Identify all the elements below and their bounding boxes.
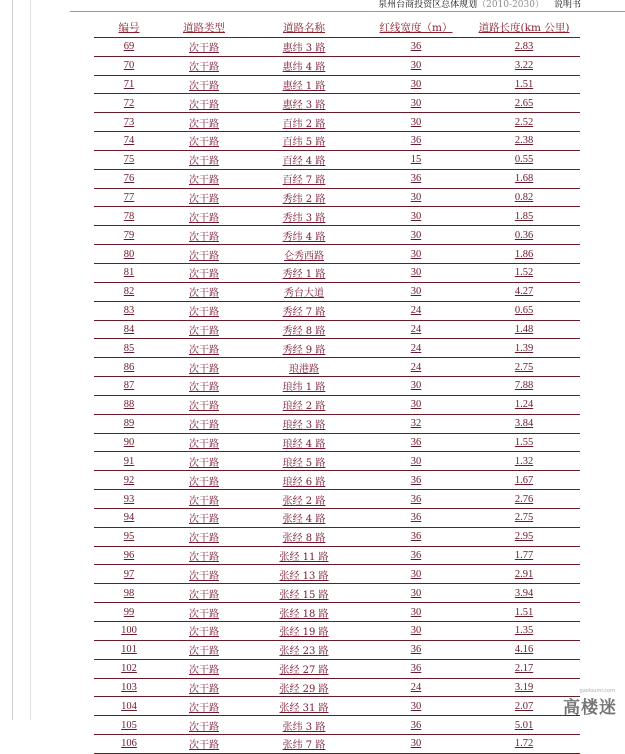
cell-road-name: 惠经 3 路: [244, 94, 364, 113]
cell-road-length: 2.38: [468, 132, 580, 151]
table-row: [94, 584, 580, 603]
cell-road-type: 次干路: [164, 584, 244, 603]
table-row: [94, 207, 580, 226]
cell-id: 100: [94, 622, 164, 641]
cell-road-type: 次干路: [164, 678, 244, 697]
table-row: [94, 358, 580, 377]
cell-id: 82: [94, 282, 164, 301]
cell-red-line-width: 24: [364, 358, 468, 377]
cell-id: 104: [94, 697, 164, 716]
cell-road-name: 百经 7 路: [244, 169, 364, 188]
table-row: [94, 490, 580, 509]
cell-id: 90: [94, 433, 164, 452]
cell-road-type: 次干路: [164, 56, 244, 75]
cell-road-type: 次干路: [164, 659, 244, 678]
cell-road-name: 秀台大道: [244, 282, 364, 301]
cell-red-line-width: 36: [364, 546, 468, 565]
table-body: [94, 37, 580, 753]
cell-id: 97: [94, 565, 164, 584]
road-table: [94, 19, 580, 754]
table-row: [94, 395, 580, 414]
cell-id: 89: [94, 414, 164, 433]
watermark-url: gaoloumi.com: [579, 688, 615, 694]
cell-id: 75: [94, 150, 164, 169]
cell-road-name: 百纬 2 路: [244, 113, 364, 132]
cell-road-type: 次干路: [164, 263, 244, 282]
column-header-width: 红线宽度（m）: [364, 19, 468, 37]
cell-road-name: 秀经 8 路: [244, 320, 364, 339]
cell-id: 95: [94, 527, 164, 546]
cell-road-length: 3.19: [468, 678, 580, 697]
cell-red-line-width: 36: [364, 490, 468, 509]
cell-road-length: 3.22: [468, 56, 580, 75]
cell-road-length: 2.75: [468, 508, 580, 527]
table-row: [94, 263, 580, 282]
column-header-id: 编号: [94, 19, 164, 37]
cell-road-name: 张经 2 路: [244, 490, 364, 509]
cell-road-type: 次干路: [164, 735, 244, 754]
cell-road-type: 次干路: [164, 282, 244, 301]
cell-id: 83: [94, 301, 164, 320]
running-header: [378, 0, 581, 11]
cell-road-type: 次干路: [164, 565, 244, 584]
cell-id: 101: [94, 640, 164, 659]
cell-red-line-width: 30: [364, 282, 468, 301]
cell-road-length: 0.55: [468, 150, 580, 169]
cell-road-name: 琅经 3 路: [244, 414, 364, 433]
column-header-length: 道路长度(km 公里): [468, 19, 580, 37]
cell-road-length: 1.51: [468, 603, 580, 622]
watermark-logo: [549, 688, 619, 718]
cell-road-length: 1.72: [468, 735, 580, 754]
cell-red-line-width: 30: [364, 188, 468, 207]
cell-id: 76: [94, 169, 164, 188]
cell-road-length: 1.68: [468, 169, 580, 188]
cell-road-length: 7.88: [468, 377, 580, 396]
cell-red-line-width: 30: [364, 377, 468, 396]
cell-road-length: 1.77: [468, 546, 580, 565]
table-row: [94, 678, 580, 697]
cell-red-line-width: 36: [364, 37, 468, 56]
cell-red-line-width: 30: [364, 56, 468, 75]
cell-road-length: 0.82: [468, 188, 580, 207]
header-rule: [70, 11, 625, 12]
table-row: [94, 565, 580, 584]
cell-road-length: 4.27: [468, 282, 580, 301]
cell-road-length: 1.85: [468, 207, 580, 226]
cell-road-length: 2.17: [468, 659, 580, 678]
table-header-row: [94, 19, 580, 37]
cell-road-length: 1.48: [468, 320, 580, 339]
margin-line: [12, 0, 13, 720]
cell-red-line-width: 30: [364, 226, 468, 245]
table-row: [94, 37, 580, 56]
table-row: [94, 339, 580, 358]
cell-road-name: 琅纬 1 路: [244, 377, 364, 396]
cell-road-type: 次干路: [164, 207, 244, 226]
cell-road-name: 琅港路: [244, 358, 364, 377]
cell-road-type: 次干路: [164, 508, 244, 527]
cell-id: 99: [94, 603, 164, 622]
cell-road-type: 次干路: [164, 113, 244, 132]
cell-red-line-width: 24: [364, 678, 468, 697]
cell-id: 80: [94, 245, 164, 264]
cell-road-name: 琅经 4 路: [244, 433, 364, 452]
cell-road-name: 秀纬 3 路: [244, 207, 364, 226]
cell-id: 78: [94, 207, 164, 226]
cell-red-line-width: 24: [364, 320, 468, 339]
table-row: [94, 659, 580, 678]
cell-red-line-width: 30: [364, 113, 468, 132]
cell-id: 73: [94, 113, 164, 132]
cell-red-line-width: 30: [364, 207, 468, 226]
cell-road-type: 次干路: [164, 188, 244, 207]
cell-road-length: 2.07: [468, 697, 580, 716]
cell-id: 105: [94, 716, 164, 735]
cell-red-line-width: 30: [364, 584, 468, 603]
cell-id: 98: [94, 584, 164, 603]
cell-road-name: 百经 4 路: [244, 150, 364, 169]
column-header-type: 道路类型: [164, 19, 244, 37]
cell-id: 85: [94, 339, 164, 358]
cell-road-name: 秀纬 2 路: [244, 188, 364, 207]
cell-id: 81: [94, 263, 164, 282]
cell-road-name: 张经 29 路: [244, 678, 364, 697]
cell-red-line-width: 36: [364, 659, 468, 678]
cell-road-type: 次干路: [164, 395, 244, 414]
cell-road-length: 2.76: [468, 490, 580, 509]
cell-road-type: 次干路: [164, 452, 244, 471]
cell-road-type: 次干路: [164, 697, 244, 716]
cell-road-length: 1.32: [468, 452, 580, 471]
table-row: [94, 697, 580, 716]
header-title: 泉州台商投资区总体规划: [378, 0, 478, 10]
table-row: [94, 622, 580, 641]
cell-id: 91: [94, 452, 164, 471]
cell-road-type: 次干路: [164, 377, 244, 396]
cell-red-line-width: 24: [364, 301, 468, 320]
cell-road-length: 1.24: [468, 395, 580, 414]
cell-red-line-width: 36: [364, 169, 468, 188]
cell-road-length: 2.65: [468, 94, 580, 113]
margin-line-inner: [30, 0, 31, 720]
cell-red-line-width: 30: [364, 697, 468, 716]
cell-id: 93: [94, 490, 164, 509]
cell-road-name: 秀经 7 路: [244, 301, 364, 320]
cell-road-type: 次干路: [164, 245, 244, 264]
cell-road-length: 2.75: [468, 358, 580, 377]
cell-id: 103: [94, 678, 164, 697]
table-row: [94, 414, 580, 433]
watermark-text: 高楼迷: [563, 698, 617, 718]
table-row: [94, 735, 580, 754]
cell-road-length: 2.83: [468, 37, 580, 56]
cell-id: 96: [94, 546, 164, 565]
cell-red-line-width: 30: [364, 94, 468, 113]
cell-id: 102: [94, 659, 164, 678]
cell-road-name: 张经 23 路: [244, 640, 364, 659]
cell-road-length: 1.35: [468, 622, 580, 641]
cell-red-line-width: 36: [364, 471, 468, 490]
cell-road-type: 次干路: [164, 716, 244, 735]
cell-red-line-width: 36: [364, 508, 468, 527]
cell-red-line-width: 36: [364, 716, 468, 735]
cell-road-name: 张经 15 路: [244, 584, 364, 603]
cell-red-line-width: 30: [364, 452, 468, 471]
cell-red-line-width: 30: [364, 263, 468, 282]
cell-road-type: 次干路: [164, 471, 244, 490]
cell-road-length: 3.84: [468, 414, 580, 433]
cell-road-name: 仑秀西路: [244, 245, 364, 264]
cell-id: 72: [94, 94, 164, 113]
cell-road-type: 次干路: [164, 75, 244, 94]
cell-road-name: 琅经 2 路: [244, 395, 364, 414]
cell-road-length: 5.01: [468, 716, 580, 735]
cell-red-line-width: 36: [364, 527, 468, 546]
table-row: [94, 188, 580, 207]
cell-id: 71: [94, 75, 164, 94]
cell-road-length: 4.16: [468, 640, 580, 659]
cell-red-line-width: 30: [364, 603, 468, 622]
cell-road-type: 次干路: [164, 37, 244, 56]
cell-road-type: 次干路: [164, 622, 244, 641]
cell-road-name: 琅经 5 路: [244, 452, 364, 471]
cell-red-line-width: 36: [364, 132, 468, 151]
cell-red-line-width: 36: [364, 640, 468, 659]
cell-id: 74: [94, 132, 164, 151]
cell-road-length: 2.91: [468, 565, 580, 584]
table-row: [94, 245, 580, 264]
table-row: [94, 113, 580, 132]
cell-road-name: 秀经 1 路: [244, 263, 364, 282]
table-row: [94, 282, 580, 301]
cell-road-length: 1.55: [468, 433, 580, 452]
table-row: [94, 169, 580, 188]
header-years: （2010-2030）: [477, 0, 544, 10]
cell-red-line-width: 30: [364, 75, 468, 94]
cell-red-line-width: 30: [364, 622, 468, 641]
cell-road-length: 1.39: [468, 339, 580, 358]
cell-road-name: 琅经 6 路: [244, 471, 364, 490]
cell-id: 106: [94, 735, 164, 754]
cell-road-type: 次干路: [164, 301, 244, 320]
cell-road-type: 次干路: [164, 226, 244, 245]
cell-road-name: 张经 27 路: [244, 659, 364, 678]
table-row: [94, 527, 580, 546]
table-row: [94, 226, 580, 245]
table-row: [94, 150, 580, 169]
cell-road-name: 张经 11 路: [244, 546, 364, 565]
cell-red-line-width: 30: [364, 565, 468, 584]
cell-id: 84: [94, 320, 164, 339]
cell-road-type: 次干路: [164, 339, 244, 358]
cell-red-line-width: 30: [364, 735, 468, 754]
cell-road-name: 张纬 7 路: [244, 735, 364, 754]
table-row: [94, 640, 580, 659]
cell-road-name: 张经 19 路: [244, 622, 364, 641]
cell-road-type: 次干路: [164, 490, 244, 509]
cell-road-type: 次干路: [164, 414, 244, 433]
table-row: [94, 471, 580, 490]
cell-id: 79: [94, 226, 164, 245]
cell-road-name: 秀纬 4 路: [244, 226, 364, 245]
cell-road-length: 1.67: [468, 471, 580, 490]
cell-id: 77: [94, 188, 164, 207]
cell-road-type: 次干路: [164, 527, 244, 546]
table-row: [94, 716, 580, 735]
table-row: [94, 377, 580, 396]
table-row: [94, 452, 580, 471]
cell-road-type: 次干路: [164, 169, 244, 188]
cell-road-length: 2.52: [468, 113, 580, 132]
cell-id: 92: [94, 471, 164, 490]
cell-road-length: 0.65: [468, 301, 580, 320]
cell-id: 94: [94, 508, 164, 527]
cell-road-name: 惠纬 3 路: [244, 37, 364, 56]
cell-road-name: 张经 18 路: [244, 603, 364, 622]
cell-id: 87: [94, 377, 164, 396]
cell-road-type: 次干路: [164, 433, 244, 452]
cell-road-name: 张经 31 路: [244, 697, 364, 716]
table-row: [94, 546, 580, 565]
cell-id: 69: [94, 37, 164, 56]
cell-road-length: 0.36: [468, 226, 580, 245]
cell-road-length: 1.52: [468, 263, 580, 282]
cell-road-type: 次干路: [164, 640, 244, 659]
cell-road-type: 次干路: [164, 132, 244, 151]
cell-id: 88: [94, 395, 164, 414]
cell-road-length: 3.94: [468, 584, 580, 603]
cell-road-length: 2.95: [468, 527, 580, 546]
cell-red-line-width: 32: [364, 414, 468, 433]
cell-red-line-width: 15: [364, 150, 468, 169]
cell-road-name: 惠纬 4 路: [244, 56, 364, 75]
cell-red-line-width: 24: [364, 339, 468, 358]
table-row: [94, 320, 580, 339]
cell-red-line-width: 36: [364, 433, 468, 452]
table-row: [94, 75, 580, 94]
cell-road-name: 张纬 3 路: [244, 716, 364, 735]
column-header-name: 道路名称: [244, 19, 364, 37]
header-doc-type: 说明书: [553, 0, 581, 10]
cell-road-type: 次干路: [164, 150, 244, 169]
cell-id: 70: [94, 56, 164, 75]
table-row: [94, 433, 580, 452]
table-row: [94, 508, 580, 527]
table-row: [94, 56, 580, 75]
cell-red-line-width: 30: [364, 395, 468, 414]
table-row: [94, 603, 580, 622]
cell-road-name: 惠经 1 路: [244, 75, 364, 94]
cell-road-type: 次干路: [164, 358, 244, 377]
table-row: [94, 94, 580, 113]
cell-road-name: 张经 8 路: [244, 527, 364, 546]
cell-road-name: 张经 13 路: [244, 565, 364, 584]
cell-road-name: 张经 4 路: [244, 508, 364, 527]
cell-red-line-width: 30: [364, 245, 468, 264]
cell-id: 86: [94, 358, 164, 377]
table-row: [94, 301, 580, 320]
cell-road-type: 次干路: [164, 546, 244, 565]
table-row: [94, 132, 580, 151]
cell-road-length: 1.86: [468, 245, 580, 264]
cell-road-length: 1.51: [468, 75, 580, 94]
cell-road-name: 百纬 5 路: [244, 132, 364, 151]
cell-road-type: 次干路: [164, 603, 244, 622]
cell-road-type: 次干路: [164, 94, 244, 113]
cell-road-type: 次干路: [164, 320, 244, 339]
cell-road-name: 秀经 9 路: [244, 339, 364, 358]
